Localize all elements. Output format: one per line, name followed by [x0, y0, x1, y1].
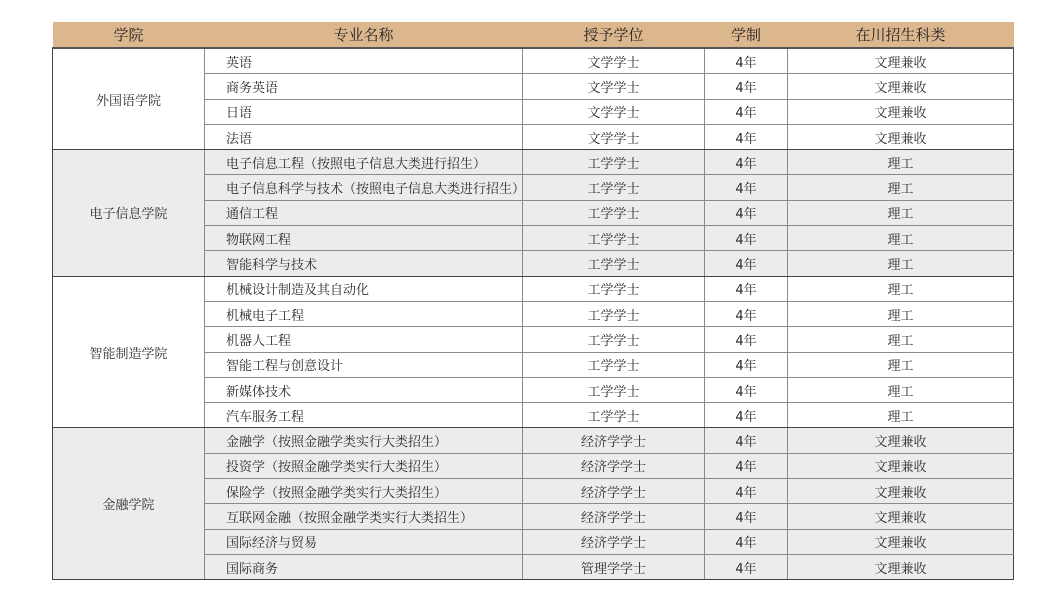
degree: 工学学士: [523, 403, 705, 428]
duration: 4年: [705, 276, 788, 301]
major-name: 新媒体技术: [205, 377, 523, 402]
major-name: 金融学（按照金融学类实行大类招生）: [205, 428, 523, 453]
major-name: 机器人工程: [205, 327, 523, 352]
degree: 工学学士: [523, 251, 705, 276]
duration: 4年: [705, 479, 788, 504]
enroll-category: 理工: [788, 150, 1014, 175]
header-major: 专业名称: [205, 22, 523, 48]
major-name: 互联网金融（按照金融学类实行大类招生）: [205, 504, 523, 529]
college-group: [53, 276, 1014, 428]
major-name: 汽车服务工程: [205, 403, 523, 428]
enroll-category: 理工: [788, 327, 1014, 352]
enroll-category: 理工: [788, 377, 1014, 402]
enroll-category: 理工: [788, 276, 1014, 301]
duration: 4年: [705, 99, 788, 124]
enroll-category: 理工: [788, 301, 1014, 326]
duration: 4年: [705, 175, 788, 200]
enroll-category: 文理兼收: [788, 99, 1014, 124]
college-name: 智能制造学院: [53, 276, 205, 428]
degree: 工学学士: [523, 175, 705, 200]
table-row: [53, 48, 1014, 74]
degree: 经济学学士: [523, 479, 705, 504]
enroll-category: 理工: [788, 175, 1014, 200]
enroll-category: 文理兼收: [788, 554, 1014, 579]
duration: 4年: [705, 554, 788, 579]
degree: 工学学士: [523, 200, 705, 225]
duration: 4年: [705, 327, 788, 352]
degree: 经济学学士: [523, 428, 705, 453]
duration: 4年: [705, 529, 788, 554]
major-name: 日语: [205, 99, 523, 124]
major-name: 电子信息科学与技术（按照电子信息大类进行招生）: [205, 175, 523, 200]
degree: 工学学士: [523, 327, 705, 352]
duration: 4年: [705, 352, 788, 377]
enroll-category: 文理兼收: [788, 74, 1014, 99]
header-duration: 学制: [705, 22, 788, 48]
enroll-category: 理工: [788, 403, 1014, 428]
header-category: 在川招生科类: [788, 22, 1014, 48]
enroll-category: 文理兼收: [788, 48, 1014, 74]
enroll-category: 理工: [788, 226, 1014, 251]
enroll-category: 文理兼收: [788, 428, 1014, 453]
header-degree: 授予学位: [523, 22, 705, 48]
enroll-category: 文理兼收: [788, 124, 1014, 149]
enroll-category: 理工: [788, 251, 1014, 276]
duration: 4年: [705, 48, 788, 74]
duration: 4年: [705, 504, 788, 529]
duration: 4年: [705, 200, 788, 225]
duration: 4年: [705, 74, 788, 99]
duration: 4年: [705, 226, 788, 251]
major-name: 保险学（按照金融学类实行大类招生）: [205, 479, 523, 504]
major-name: 通信工程: [205, 200, 523, 225]
major-name: 国际经济与贸易: [205, 529, 523, 554]
degree: 经济学学士: [523, 504, 705, 529]
duration: 4年: [705, 251, 788, 276]
duration: 4年: [705, 403, 788, 428]
degree: 文学学士: [523, 48, 705, 74]
degree: 工学学士: [523, 276, 705, 301]
major-name: 英语: [205, 48, 523, 74]
header-college: 学院: [53, 22, 205, 48]
enroll-category: 理工: [788, 200, 1014, 225]
degree: 工学学士: [523, 301, 705, 326]
table-row: [53, 276, 1014, 301]
degree: 工学学士: [523, 377, 705, 402]
college-group: [53, 150, 1014, 276]
major-name: 物联网工程: [205, 226, 523, 251]
degree: 工学学士: [523, 352, 705, 377]
enroll-category: 文理兼收: [788, 504, 1014, 529]
college-name: 金融学院: [53, 428, 205, 580]
college-group: [53, 48, 1014, 150]
college-name: 电子信息学院: [53, 150, 205, 276]
enroll-category: 文理兼收: [788, 453, 1014, 478]
major-name: 智能科学与技术: [205, 251, 523, 276]
degree: 经济学学士: [523, 529, 705, 554]
degree: 工学学士: [523, 150, 705, 175]
enroll-category: 理工: [788, 352, 1014, 377]
enroll-category: 文理兼收: [788, 479, 1014, 504]
degree: 文学学士: [523, 74, 705, 99]
duration: 4年: [705, 453, 788, 478]
duration: 4年: [705, 150, 788, 175]
duration: 4年: [705, 301, 788, 326]
major-name: 机械设计制造及其自动化: [205, 276, 523, 301]
degree: 文学学士: [523, 99, 705, 124]
college-name: 外国语学院: [53, 48, 205, 150]
degree: 文学学士: [523, 124, 705, 149]
major-name: 机械电子工程: [205, 301, 523, 326]
degree: 工学学士: [523, 226, 705, 251]
enroll-category: 文理兼收: [788, 529, 1014, 554]
major-name: 国际商务: [205, 554, 523, 579]
duration: 4年: [705, 428, 788, 453]
duration: 4年: [705, 124, 788, 149]
major-name: 商务英语: [205, 74, 523, 99]
table-row: [53, 428, 1014, 453]
degree: 管理学学士: [523, 554, 705, 579]
major-name: 电子信息工程（按照电子信息大类进行招生）: [205, 150, 523, 175]
table-row: [53, 150, 1014, 175]
major-name: 投资学（按照金融学类实行大类招生）: [205, 453, 523, 478]
duration: 4年: [705, 377, 788, 402]
major-name: 智能工程与创意设计: [205, 352, 523, 377]
degree: 经济学学士: [523, 453, 705, 478]
major-name: 法语: [205, 124, 523, 149]
college-group: [53, 428, 1014, 580]
majors-table: [52, 22, 1014, 580]
table-header: [53, 22, 1014, 48]
